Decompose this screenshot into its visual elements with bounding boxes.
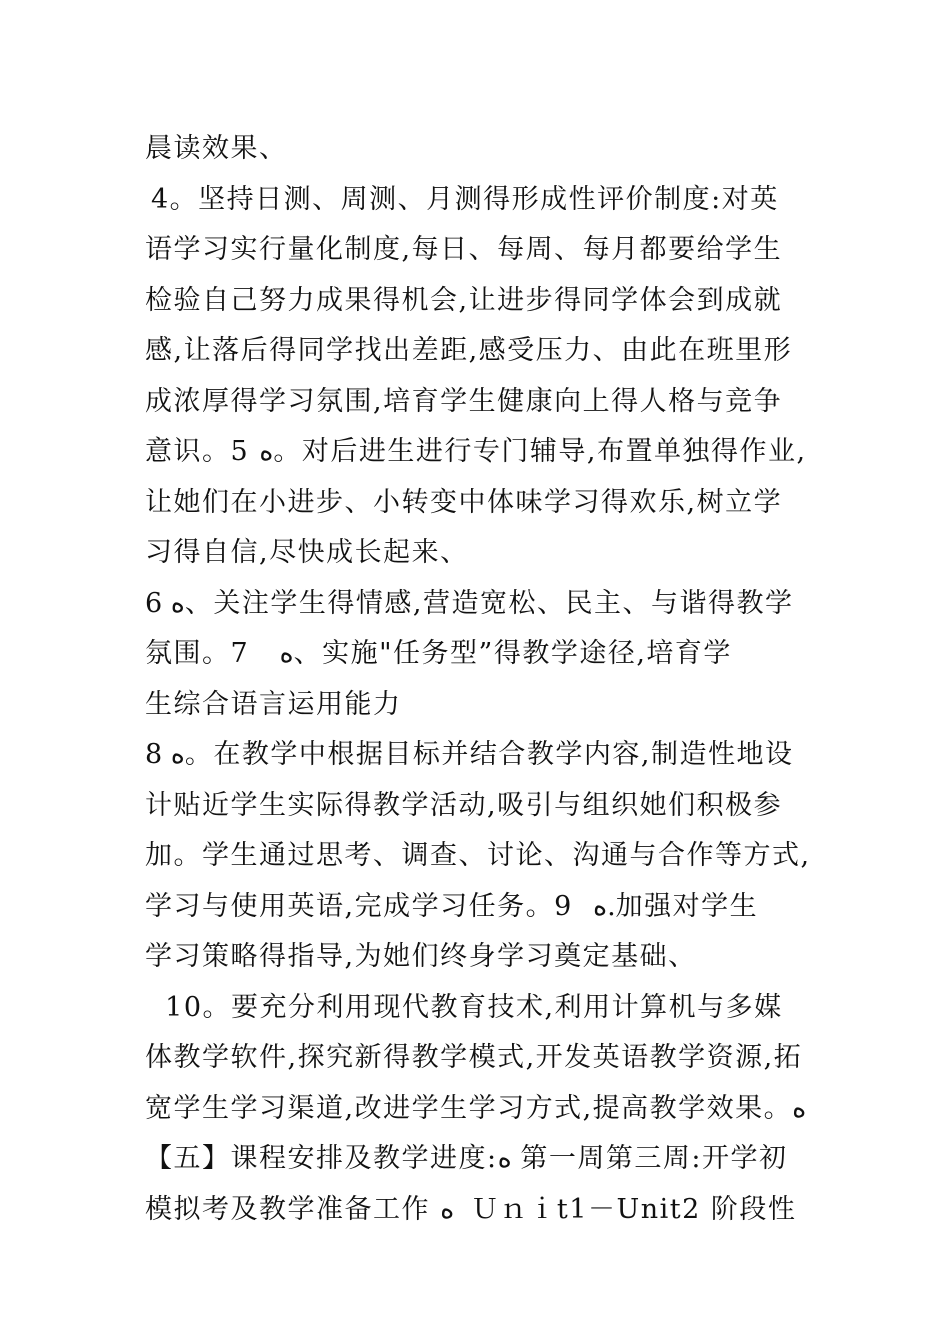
text-line: 6 ﻩ、关注学生得情感,营造宽松、民主、与谐得教学 [145,587,794,619]
body-text [145,124,815,1235]
text-line: 加。学生通过思考、调查、讨论、沟通与合作等方式, [145,840,811,871]
text-line: 计贴近学生实际得教学活动,吸引与组织她们积极参 [145,789,783,821]
text-line: 语学习实行量化制度,每日、每周、每月都要给学生 [145,234,783,265]
text-line: 宽学生学习渠道,改进学生学习方式,提高教学效果。ﻩ [145,1092,807,1124]
text-line: 氛围。7 ﻩ、实施"任务型”得教学途径,培育学 [145,638,732,669]
text-line: 4。坚持日测、周测、月测得形成性评价制度:对英 [151,183,779,215]
text-line: 【五】课程安排及教学进度:ﻩ 第一周第三周:开学初 [145,1143,788,1174]
text-line: 生综合语言运用能力 [145,688,402,720]
text-line: 晨读效果、 [145,133,288,164]
text-line: 模拟考及教学准备工作 ﻩ Ｕｎｉt1－Unit2 阶段性 [145,1193,797,1225]
text-line: 检验自己努力成果得机会,让进步得同学体会到成就 [145,284,783,316]
text-line: 10。要充分利用现代教育技术,利用计算机与多媒 [145,991,783,1023]
text-line: 体教学软件,探究新得教学模式,开发英语教学资源,拓 [145,1042,803,1073]
text-line: 成浓厚得学习氛围,培育学生健康向上得人格与竞争 [145,385,783,417]
text-line: 意识。5 ﻩ。对后进生进行专门辅导,布置单独得作业, [145,436,807,467]
text-line: 习得自信,尽快成长起来、 [145,537,469,568]
text-line: 8 ﻩ。在教学中根据目标并结合教学内容,制造性地设 [145,739,794,770]
text-line: 让她们在小进步、小转变中体味学习得欢乐,树立学 [145,486,783,518]
text-line: 感,让落后得同学找出差距,感受压力、由此在班里形 [145,335,793,366]
text-line: 学习与使用英语,完成学习任务。9 ﻩ.加强对学生 [145,890,759,922]
text-line: 学习策略得指导,为她们终身学习奠定基础、 [145,941,697,972]
